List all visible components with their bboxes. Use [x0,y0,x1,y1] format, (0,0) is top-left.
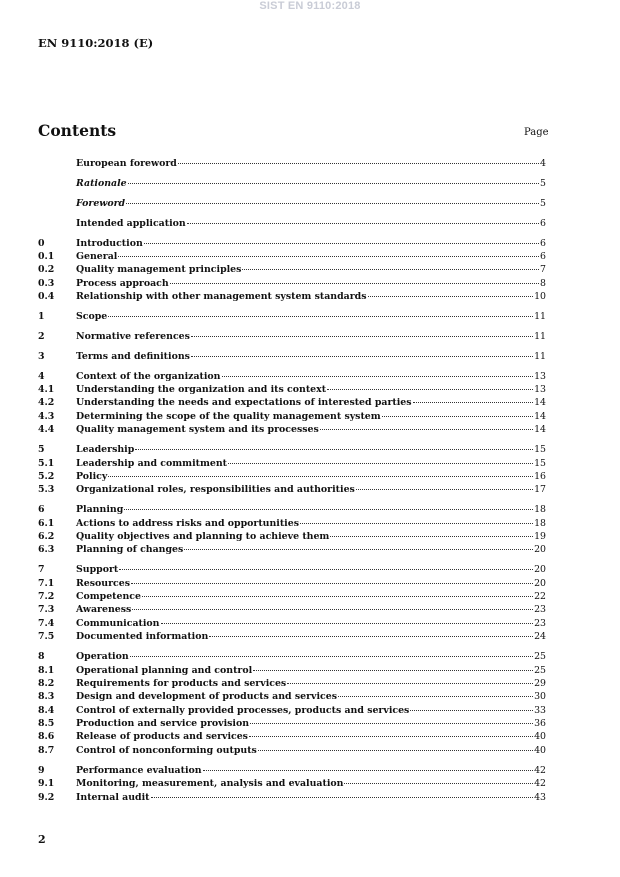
toc-entry-page: 36 [534,718,546,730]
toc-entry-number: 8.3 [38,691,55,703]
toc-entry-number: 8.7 [38,744,55,756]
toc-entry-title: Design and development of products and services [76,691,337,703]
toc-entry-title: Release of products and services [76,731,248,743]
toc-entry-page: 15 [534,444,546,456]
toc-entry-number: 7.4 [38,617,55,629]
toc-entry-number: 6.3 [38,544,55,556]
toc-entry-number: 9 [38,764,45,776]
toc-entry-page: 10 [534,291,546,303]
dot-leader [300,513,533,524]
toc-entry-page: 11 [534,311,546,323]
toc-entry-number: 7.3 [38,604,55,616]
toc-entry-page: 18 [534,504,546,516]
toc-entry-page: 42 [534,764,546,776]
toc-entry-title: Policy [76,470,108,482]
toc-entry-page: 18 [534,517,546,529]
toc-entry[interactable] [38,308,546,321]
toc-entry-page: 14 [534,424,546,436]
toc-entry-title: Leadership and commitment [76,457,227,469]
toc-entry-page: 15 [534,457,546,469]
toc-entry-number: 3 [38,350,45,362]
toc-entry-number: 8 [38,651,45,663]
contents-title: Contents [38,121,117,140]
toc-entry-page: 6 [540,250,546,262]
toc-entry-page: 13 [534,370,546,382]
toc-entry-number: 6 [38,504,45,516]
toc-entry-page: 33 [534,704,546,716]
dot-leader [413,392,534,403]
dot-leader [108,466,533,477]
dot-leader [118,246,539,257]
dot-leader [356,479,533,490]
toc-entry-page: 30 [534,691,546,703]
toc-entry-page: 7 [540,264,546,276]
toc-entry-number: 0.3 [38,277,55,289]
toc-entry-title: Determining the scope of the quality management system [76,410,381,422]
toc-entry-page: 6 [540,237,546,249]
toc-entry-number: 5 [38,444,45,456]
dot-leader [128,173,539,184]
toc-entry[interactable] [38,421,546,434]
table-of-contents [38,155,546,802]
toc-entry-page: 11 [534,330,546,342]
toc-entry-number: 4.3 [38,410,55,422]
toc-entry-number: 9.1 [38,778,55,790]
toc-entry-title: Introduction [76,237,143,249]
toc-entry-number: 8.5 [38,718,55,730]
toc-entry-title: Organizational roles, responsibilities and authorities [76,484,355,496]
toc-entry-number: 7 [38,564,45,576]
dot-leader [191,346,533,357]
toc-entry-title: Resources [76,577,130,589]
toc-entry-number: 0.2 [38,264,55,276]
toc-entry-title: Intended application [76,217,186,229]
toc-entry[interactable] [38,328,546,341]
dot-leader [151,787,534,798]
dot-leader [161,613,534,624]
toc-entry-number: 5.1 [38,457,55,469]
toc-entry-title: Internal audit [76,791,150,803]
toc-entry-title: Understanding the needs and expectations of interested parties [76,397,412,409]
toc-entry-number: 5.3 [38,484,55,496]
toc-entry-page: 8 [540,277,546,289]
toc-entry-title: Quality management principles [76,264,242,276]
toc-entry[interactable] [38,742,546,755]
toc-entry-number: 0.1 [38,250,55,262]
toc-entry-page: 20 [534,544,546,556]
toc-entry-title: European foreword [76,158,177,169]
toc-entry-page: 23 [534,617,546,629]
dot-leader [142,586,533,597]
dot-leader [178,153,539,164]
toc-entry-page: 11 [534,350,546,362]
dot-leader [338,686,533,697]
dot-leader [253,660,533,671]
toc-entry-title: Documented information [76,631,209,643]
toc-entry-page: 40 [534,731,546,743]
toc-entry-number: 7.1 [38,577,55,589]
toc-entry-number: 7.2 [38,591,55,603]
toc-entry-title: Operational planning and control [76,664,253,676]
toc-entry-number: 8.1 [38,664,55,676]
toc-entry-title: Context of the organization [76,370,221,382]
dot-leader [228,453,533,464]
toc-entry-title: Actions to address risks and opportunities [76,517,299,529]
toc-entry-title: Monitoring, measurement, analysis and evaluation [76,778,344,790]
toc-entry-number: 6.1 [38,517,55,529]
dot-leader [108,306,533,317]
toc-entry-page: 42 [534,778,546,790]
toc-entry-page: 25 [534,651,546,663]
toc-entry-number: 4.1 [38,384,55,396]
toc-entry-number: 2 [38,330,45,342]
dot-leader [144,233,539,244]
dot-leader [258,740,533,751]
dot-leader [187,213,539,224]
dot-leader [327,379,533,390]
watermark: SIST EN 9110:2018 [259,0,361,12]
toc-entry-number: 6.2 [38,530,55,542]
toc-entry-page: 5 [540,177,546,189]
toc-entry-page: 16 [534,470,546,482]
toc-entry-title: Support [76,564,119,576]
toc-entry-title: Leadership [76,444,135,456]
toc-entry-number: 9.2 [38,791,55,803]
page-number: 2 [38,833,46,846]
toc-entry[interactable] [38,175,546,188]
dot-leader [135,439,533,450]
dot-leader [242,259,539,270]
dot-leader [344,773,533,784]
toc-entry-title: Awareness [76,604,132,616]
toc-entry-number: 4 [38,370,45,382]
toc-entry-title: Normative references [76,330,190,342]
dot-leader [124,499,533,510]
dot-leader [320,419,533,430]
toc-entry-number: 0.4 [38,291,55,303]
document-id: EN 9110:2018 (E) [38,36,154,50]
toc-entry-page: 43 [534,791,546,803]
dot-leader [184,539,533,550]
toc-entry-page: 13 [534,384,546,396]
dot-leader [249,726,533,737]
toc-entry-title: Performance evaluation [76,764,202,776]
toc-entry[interactable] [38,195,546,208]
dot-leader [203,760,533,771]
toc-entry-page: 14 [534,410,546,422]
toc-entry-title: Scope [76,311,108,323]
dot-leader [209,626,533,637]
toc-entry-number: 7.5 [38,631,55,643]
dot-leader [250,713,533,724]
toc-entry-page: 19 [534,530,546,542]
toc-entry-number: 4.2 [38,397,55,409]
dot-leader [119,559,533,570]
toc-entry-page: 6 [540,217,546,229]
toc-entry-title: Requirements for products and services [76,677,287,689]
dot-leader [170,273,539,284]
toc-entry[interactable] [38,481,546,494]
toc-entry-title: Quality objectives and planning to achieve them [76,530,330,542]
toc-entry-title: Rationale [76,177,127,189]
toc-entry[interactable] [38,789,546,802]
dot-leader [130,646,533,657]
toc-entry-page: 14 [534,397,546,409]
toc-entry-title: Foreword [76,197,126,209]
dot-leader [287,673,533,684]
toc-entry-number: 1 [38,311,45,323]
toc-entry-page: 23 [534,604,546,616]
toc-entry-title: Control of nonconforming outputs [76,744,257,756]
toc-entry-title: Communication [76,617,160,629]
toc-entry[interactable] [38,215,546,228]
toc-entry-page: 4 [540,158,546,169]
dot-leader [132,599,533,610]
page-column-label: Page [524,127,549,138]
toc-entry-title: Process approach [76,277,169,289]
dot-leader [330,526,533,537]
toc-entry[interactable] [38,288,546,301]
toc-entry-page: 24 [534,631,546,643]
toc-entry-title: Planning [76,504,124,516]
toc-entry-page: 20 [534,564,546,576]
toc-entry-page: 17 [534,484,546,496]
dot-leader [191,326,533,337]
dot-leader [126,193,539,204]
toc-entry-title: Quality management system and its processes [76,424,319,436]
dot-leader [382,406,533,417]
toc-entry-title: Planning of changes [76,544,184,556]
toc-entry-page: 40 [534,744,546,756]
toc-entry-number: 8.4 [38,704,55,716]
toc-entry-number: 8.2 [38,677,55,689]
toc-entry-page: 25 [534,664,546,676]
toc-entry-title: Terms and definitions [76,350,190,362]
toc-entry[interactable] [38,541,546,554]
toc-entry-page: 29 [534,677,546,689]
toc-entry-page: 22 [534,591,546,603]
toc-entry-title: Relationship with other management system standards [76,291,367,303]
toc-entry-page: 5 [540,197,546,209]
dot-leader [368,286,534,297]
toc-entry-title: Operation [76,651,129,663]
toc-entry-title: Production and service provision [76,718,250,730]
toc-entry-number: 0 [38,237,45,249]
toc-entry-title: General [76,250,118,262]
toc-entry-title: Control of externally provided processes, products and services [76,704,410,716]
dot-leader [222,366,534,377]
toc-entry-title: Competence [76,591,141,603]
toc-entry[interactable] [38,348,546,361]
dot-leader [410,700,533,711]
toc-entry-number: 4.4 [38,424,55,436]
toc-entry-title: Understanding the organization and its context [76,384,327,396]
toc-entry[interactable] [38,155,546,168]
toc-entry-number: 8.6 [38,731,55,743]
toc-entry-number: 5.2 [38,470,55,482]
toc-entry-page: 20 [534,577,546,589]
dot-leader [131,573,533,584]
toc-entry[interactable] [38,628,546,641]
